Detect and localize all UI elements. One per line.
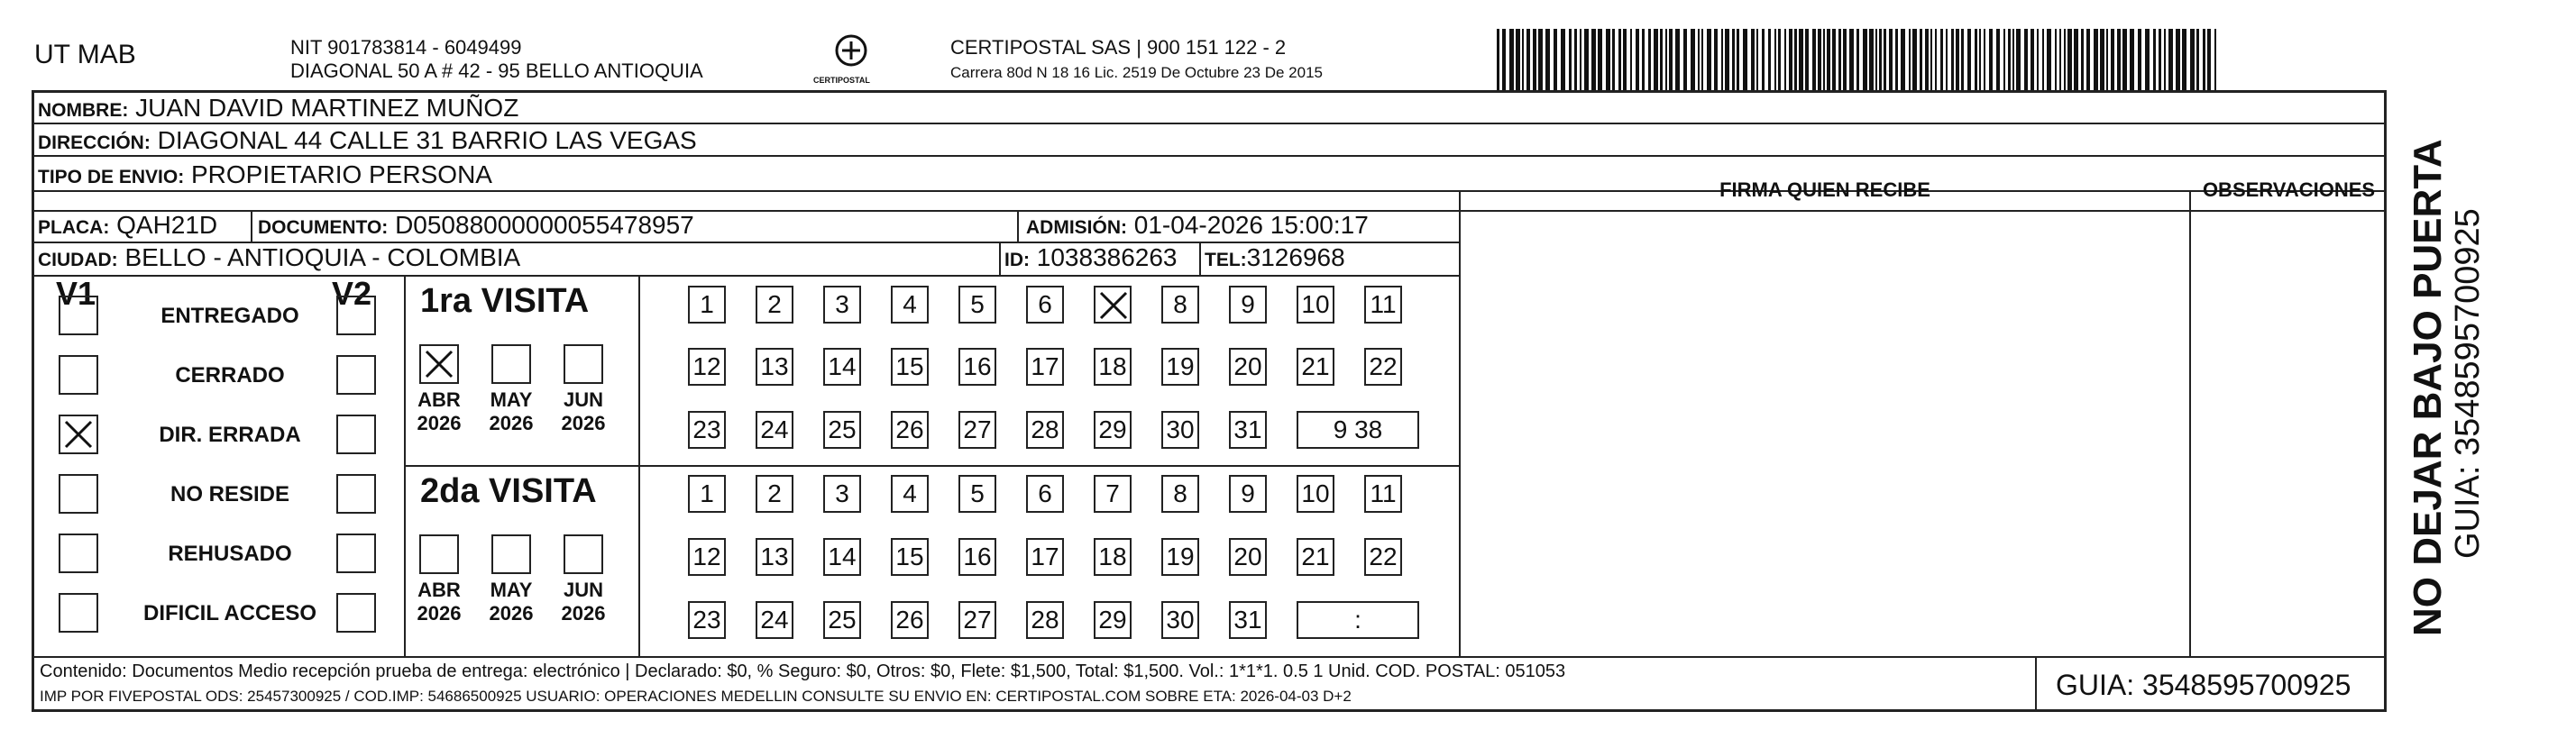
v2-checkbox[interactable]: [336, 593, 376, 633]
month-checkbox[interactable]: [564, 534, 603, 574]
year-label: 2026: [489, 602, 534, 625]
x-mark-icon: [60, 416, 96, 452]
v1-checkbox[interactable]: [59, 534, 98, 573]
day-box[interactable]: 26: [891, 601, 929, 639]
day-box[interactable]: 17: [1026, 538, 1064, 576]
company-address: Carrera 80d N 18 16 Lic. 2519 De Octubre 23 De 2015: [950, 64, 1323, 81]
day-box[interactable]: 21: [1297, 348, 1334, 386]
day-box[interactable]: 27: [958, 411, 996, 449]
sender-address: DIAGONAL 50 A # 42 - 95 BELLO ANTIOQUIA: [290, 59, 703, 82]
visit-title: 1ra VISITA: [420, 282, 590, 320]
month-label: MAY: [490, 388, 533, 411]
logo-text: CERTIPOSTAL: [813, 76, 870, 85]
day-box[interactable]: 18: [1094, 538, 1132, 576]
x-mark-icon: [421, 346, 457, 382]
day-box[interactable]: 22: [1364, 348, 1402, 386]
day-box[interactable]: 6: [1026, 475, 1064, 513]
day-box[interactable]: 6: [1026, 286, 1064, 324]
v2-header: V2: [332, 275, 372, 312]
day-box[interactable]: 9: [1229, 286, 1267, 324]
v2-checkbox[interactable]: [336, 296, 376, 335]
month-checkbox[interactable]: [419, 534, 459, 574]
footer-guia: GUIA: 3548595700925: [2056, 669, 2351, 701]
sender-nit: NIT 901783814 - 6049499: [290, 36, 522, 59]
day-box[interactable]: 30: [1161, 601, 1199, 639]
status-label: DIR. ERRADA: [159, 423, 301, 447]
month-checkbox[interactable]: [564, 344, 603, 384]
month-label: ABR: [417, 388, 461, 411]
day-box[interactable]: 16: [958, 348, 996, 386]
day-box[interactable]: 12: [688, 348, 726, 386]
field-admision: ADMISIÓN: 01-04-2026 15:00:17: [1026, 211, 1369, 239]
observaciones-area[interactable]: [2193, 212, 2385, 654]
day-box[interactable]: 3: [823, 286, 861, 324]
day-box[interactable]: 22: [1364, 538, 1402, 576]
day-box[interactable]: 31: [1229, 601, 1267, 639]
footer-contenido: Contenido: Documentos Medio recepción prueba de entrega: electrónico | Declarado: $0, % Seguro: $0, Otros: $0, Flete: $1,500, Total: $1,500. Vol.: 1*1*1. 0.5 1 Unid. COD. POSTAL: 051053: [40, 661, 1566, 681]
field-tel: TEL:3126968: [1205, 243, 1345, 271]
x-mark-icon: [1095, 287, 1132, 324]
day-box[interactable]: 28: [1026, 601, 1064, 639]
day-box[interactable]: 13: [756, 538, 793, 576]
day-box[interactable]: 7: [1094, 475, 1132, 513]
side-guia: GUIA: 3548595700925: [2449, 208, 2487, 559]
sender-name: UT MAB: [34, 40, 136, 69]
time-box[interactable]: :: [1297, 601, 1419, 639]
day-box[interactable]: 10: [1297, 286, 1334, 324]
day-box[interactable]: 25: [823, 411, 861, 449]
field-direccion: DIRECCIÓN: DIAGONAL 44 CALLE 31 BARRIO LAS VEGAS: [38, 126, 697, 154]
status-label: NO RESIDE: [170, 482, 290, 506]
v1-header: V1: [56, 275, 96, 312]
day-box[interactable]: 23: [688, 411, 726, 449]
field-id: ID: 1038386263: [1004, 243, 1178, 271]
year-label: 2026: [561, 602, 606, 625]
day-box[interactable]: 20: [1229, 538, 1267, 576]
day-box[interactable]: 20: [1229, 348, 1267, 386]
day-box[interactable]: 21: [1297, 538, 1334, 576]
day-box[interactable]: 29: [1094, 601, 1132, 639]
day-box[interactable]: 12: [688, 538, 726, 576]
day-box[interactable]: 19: [1161, 348, 1199, 386]
day-box[interactable]: 15: [891, 538, 929, 576]
day-box[interactable]: 13: [756, 348, 793, 386]
day-box[interactable]: 3: [823, 475, 861, 513]
day-box[interactable]: 14: [823, 538, 861, 576]
status-label: REHUSADO: [168, 542, 292, 566]
certipostal-logo: [830, 32, 873, 80]
status-label: DIFICIL ACCESO: [142, 601, 316, 625]
month-checkbox[interactable]: [491, 344, 531, 384]
year-label: 2026: [489, 412, 534, 434]
day-box[interactable]: 26: [891, 411, 929, 449]
v1-checkbox[interactable]: [59, 474, 98, 514]
month-checkbox[interactable]: [491, 534, 531, 574]
day-box[interactable]: 18: [1094, 348, 1132, 386]
day-box[interactable]: 29: [1094, 411, 1132, 449]
year-label: 2026: [561, 412, 606, 434]
field-placa: PLACA: QAH21D: [38, 211, 218, 239]
day-box[interactable]: 28: [1026, 411, 1064, 449]
day-box[interactable]: 27: [958, 601, 996, 639]
certipostal-logo-icon: [830, 32, 873, 76]
day-box[interactable]: 4: [891, 286, 929, 324]
side-warning: NO DEJAR BAJO PUERTA: [2406, 139, 2450, 636]
observaciones-header: OBSERVACIONES: [2202, 178, 2376, 201]
status-label: ENTREGADO: [160, 304, 299, 328]
day-box[interactable]: 15: [891, 348, 929, 386]
day-box[interactable]: 17: [1026, 348, 1064, 386]
day-box[interactable]: 2: [756, 475, 793, 513]
day-box[interactable]: 1: [688, 286, 726, 324]
month-label: ABR: [417, 579, 461, 601]
day-box[interactable]: 5: [958, 286, 996, 324]
barcode: [1497, 29, 2220, 90]
year-label: 2026: [417, 602, 462, 625]
day-box[interactable]: 23: [688, 601, 726, 639]
month-label: MAY: [490, 579, 533, 601]
v1-checkbox[interactable]: [59, 296, 98, 335]
day-box[interactable]: 4: [891, 475, 929, 513]
field-nombre: NOMBRE: JUAN DAVID MARTINEZ MUÑOZ: [38, 94, 519, 122]
day-box[interactable]: 5: [958, 475, 996, 513]
month-checkbox[interactable]: [419, 344, 459, 384]
day-box[interactable]: 16: [958, 538, 996, 576]
day-box[interactable]: 24: [756, 601, 793, 639]
day-box[interactable]: 24: [756, 411, 793, 449]
day-box[interactable]: [1094, 286, 1132, 324]
day-box[interactable]: 31: [1229, 411, 1267, 449]
v1-checkbox[interactable]: [59, 355, 98, 395]
field-tipo-envio: TIPO DE ENVIO: PROPIETARIO PERSONA: [38, 160, 492, 188]
company-name: CERTIPOSTAL SAS | 900 151 122 - 2: [950, 36, 1287, 59]
v1-checkbox[interactable]: [59, 593, 98, 633]
day-box[interactable]: 9: [1229, 475, 1267, 513]
day-box[interactable]: 11: [1364, 475, 1402, 513]
field-ciudad: CIUDAD: BELLO - ANTIOQUIA - COLOMBIA: [38, 243, 521, 271]
v2-checkbox[interactable]: [336, 415, 376, 454]
day-box[interactable]: 14: [823, 348, 861, 386]
v1-checkbox[interactable]: [59, 415, 98, 454]
month-label: JUN: [563, 388, 603, 411]
visit-title: 2da VISITA: [420, 472, 597, 510]
firma-header: FIRMA QUIEN RECIBE: [1719, 178, 1930, 201]
v2-checkbox[interactable]: [336, 474, 376, 514]
v2-checkbox[interactable]: [336, 534, 376, 573]
footer-imp: IMP POR FIVEPOSTAL ODS: 25457300925 / COD.IMP: 54686500925 USUARIO: OPERACIONES MEDELLIN CONSULTE SU ENVIO EN: CERTIPOSTAL.COM SOBRE ETA: 2026-04-03 D+2: [40, 688, 1352, 705]
day-box[interactable]: 25: [823, 601, 861, 639]
day-box[interactable]: 10: [1297, 475, 1334, 513]
day-box[interactable]: 19: [1161, 538, 1199, 576]
day-box[interactable]: 1: [688, 475, 726, 513]
day-box[interactable]: 8: [1161, 286, 1199, 324]
day-box[interactable]: 30: [1161, 411, 1199, 449]
day-box[interactable]: 11: [1364, 286, 1402, 324]
month-label: JUN: [563, 579, 603, 601]
time-box[interactable]: 9 38: [1297, 411, 1419, 449]
status-label: CERRADO: [175, 363, 285, 388]
day-box[interactable]: 2: [756, 286, 793, 324]
year-label: 2026: [417, 412, 462, 434]
v2-checkbox[interactable]: [336, 355, 376, 395]
day-box[interactable]: 8: [1161, 475, 1199, 513]
firma-area[interactable]: [1462, 212, 2187, 654]
field-documento: DOCUMENTO: D05088000000055478957: [258, 211, 694, 239]
